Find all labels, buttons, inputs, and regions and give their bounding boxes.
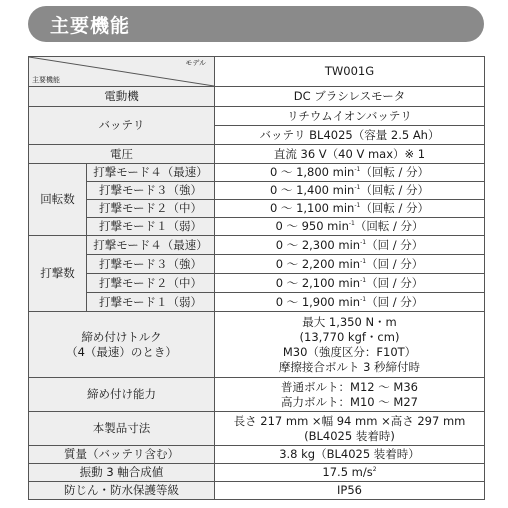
table-row bbox=[29, 107, 485, 126]
impact-value-4: 0 ～ 2,300 $\min^{-1}$（回 / 分） bbox=[215, 236, 485, 255]
dimensions-label: 本製品寸法 bbox=[29, 412, 215, 446]
table-row bbox=[29, 164, 485, 182]
protection-value: IP56 bbox=[215, 482, 485, 500]
section-title: 主要機能 bbox=[50, 15, 131, 37]
table-header-row bbox=[29, 57, 485, 87]
header-diagonal-cell bbox=[29, 57, 215, 87]
impact-mode-3: 打撃モード３（強） bbox=[87, 255, 215, 274]
impact-label: 打撃数 bbox=[29, 236, 87, 312]
vibration-value: 17.5 $m/s^2$ bbox=[215, 464, 485, 482]
impact-mode-4: 打撃モード４（最速） bbox=[87, 236, 215, 255]
protection-label: 防じん・防水保護等級 bbox=[29, 482, 215, 500]
voltage-value: 直流 36 V（40 V max）※ 1 bbox=[215, 145, 485, 164]
dimensions-value: 長さ 217 mm ×幅 94 mm ×高さ 297 mm (BL4025 装着時) bbox=[215, 412, 485, 446]
torque-label: 締め付けトルク （4（最速）のとき） bbox=[29, 312, 215, 378]
impact-mode-2: 打撃モード２（中） bbox=[87, 274, 215, 293]
rotation-value-3: 0 ～ 1,400 $\min^{-1}$（回転 / 分） bbox=[215, 182, 485, 200]
impact-value-1: 0 ～ 1,900 $\min^{-1}$（回 / 分） bbox=[215, 293, 485, 312]
section-title-banner bbox=[28, 6, 484, 42]
table-row bbox=[29, 87, 485, 107]
table-row bbox=[29, 293, 485, 312]
battery-model: バッテリ BL4025（容量 2.5 Ah） bbox=[215, 126, 485, 145]
battery-label: バッテリ bbox=[29, 107, 215, 145]
voltage-label: 電圧 bbox=[29, 145, 215, 164]
motor-label: 電動機 bbox=[29, 87, 215, 107]
table-row bbox=[29, 145, 485, 164]
table-row bbox=[29, 200, 485, 218]
weight-value: 3.8 kg（BL4025 装着時） bbox=[215, 446, 485, 464]
function-header-label: 主要機能 bbox=[32, 76, 60, 84]
table-row bbox=[29, 482, 485, 500]
rotation-mode-1: 打撃モード１（弱） bbox=[87, 218, 215, 236]
spec-table bbox=[28, 56, 485, 500]
impact-value-2: 0 ～ 2,100 $\min^{-1}$（回 / 分） bbox=[215, 274, 485, 293]
model-header-label: モデル bbox=[185, 59, 206, 67]
table-row bbox=[29, 218, 485, 236]
table-row bbox=[29, 312, 485, 378]
impact-mode-1: 打撃モード１（弱） bbox=[87, 293, 215, 312]
rotation-value-4: 0 ～ 1,800 $\min^{-1}$（回転 / 分） bbox=[215, 164, 485, 182]
table-row bbox=[29, 274, 485, 293]
rotation-value-2: 0 ～ 1,100 $\min^{-1}$（回転 / 分） bbox=[215, 200, 485, 218]
table-row bbox=[29, 378, 485, 412]
model-name: TW001G bbox=[215, 57, 485, 87]
table-row bbox=[29, 464, 485, 482]
motor-value: DC ブラシレスモータ bbox=[215, 87, 485, 107]
weight-label: 質量（バッテリ含む） bbox=[29, 446, 215, 464]
table-row bbox=[29, 412, 485, 446]
torque-value: 最大 1,350 N・m (13,770 kgf・cm) M30（強度区分：F10T） 摩擦接合ボルト 3 秒締付時 bbox=[215, 312, 485, 378]
rotation-mode-4: 打撃モード４（最速） bbox=[87, 164, 215, 182]
rotation-mode-2: 打撃モード２（中） bbox=[87, 200, 215, 218]
capacity-label: 締め付け能力 bbox=[29, 378, 215, 412]
rotation-label: 回転数 bbox=[29, 164, 87, 236]
table-row bbox=[29, 446, 485, 464]
battery-type: リチウムイオンバッテリ bbox=[215, 107, 485, 126]
impact-value-3: 0 ～ 2,200 $\min^{-1}$（回 / 分） bbox=[215, 255, 485, 274]
table-row bbox=[29, 236, 485, 255]
capacity-value: 普通ボルト：M12 ～ M36 高力ボルト：M10 ～ M27 bbox=[215, 378, 485, 412]
vibration-label: 振動 3 軸合成値 bbox=[29, 464, 215, 482]
rotation-mode-3: 打撃モード３（強） bbox=[87, 182, 215, 200]
rotation-value-1: 0 ～ 950 $\min^{-1}$（回転 / 分） bbox=[215, 218, 485, 236]
table-row bbox=[29, 182, 485, 200]
table-row bbox=[29, 255, 485, 274]
